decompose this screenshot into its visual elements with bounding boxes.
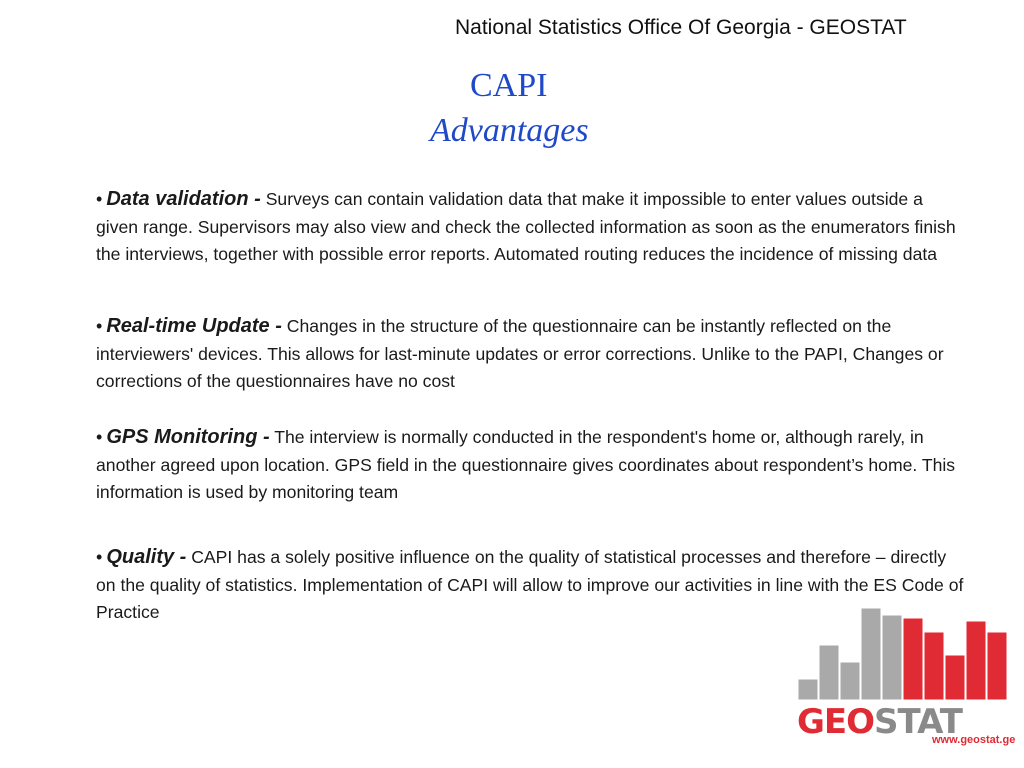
bullet-data-validation: [96, 186, 966, 269]
logo-bar: [966, 621, 986, 700]
logo-bar: [924, 632, 944, 700]
bullet-term: GPS Monitoring -: [106, 426, 270, 448]
bullet-text: Changes in the structure of the questionnaire can be instantly reflected on the interviewers' devices. This allows for last-minute updates or error corrections. Unlike to the PAPI, Changes or corrections of the questionnaires have no cost: [96, 316, 944, 392]
bullet-text: Surveys can contain validation data that make it impossible to enter values outside a given range. Supervisors may also view and check the collected information as soon as the enumerators finish the interviews, together with possible error reports. Automated routing reduces the incidence of missing data: [96, 189, 956, 265]
logo-bar: [987, 632, 1007, 700]
logo-bar: [819, 645, 839, 700]
logo-bar: [945, 655, 965, 700]
bullet-term: Quality -: [106, 546, 187, 568]
logo-bar: [903, 618, 923, 700]
bullet-text: CAPI has a solely positive influence on the quality of statistical processes and therefore – directly on the quality of statistics. Implementation of CAPI will allow to improve our activities in line with the ES Code of Practice: [96, 547, 964, 623]
slide-title: CAPI: [470, 67, 548, 104]
bullet-term: Data validation -: [106, 188, 261, 210]
bullet-term: Real-time Update -: [106, 315, 282, 337]
bullet-text: The interview is normally conducted in the respondent's home or, although rarely, in another agreed upon location. GPS field in the questionnaire gives coordinates about respondent’s home. This information is used by monitoring team: [96, 427, 956, 503]
logo-bar: [861, 608, 881, 700]
logo-bar: [840, 662, 860, 700]
organization-header: National Statistics Office Of Georgia - GEOSTAT: [455, 16, 907, 39]
bullet-dot: •: [96, 189, 103, 209]
bullet-gps-monitoring: [96, 424, 966, 507]
bullet-dot: •: [96, 547, 103, 567]
logo-bar: [798, 679, 818, 700]
logo-stat: STAT: [874, 702, 962, 742]
slide-subtitle: Advantages: [430, 112, 589, 149]
bullet-dot: •: [96, 427, 103, 447]
bullet-dot: •: [96, 316, 103, 336]
bullet-real-time-update: [96, 313, 966, 396]
logo-geo: GEO: [797, 702, 875, 742]
logo-url: www.geostat.ge: [932, 734, 1016, 746]
logo-bar: [882, 615, 902, 700]
